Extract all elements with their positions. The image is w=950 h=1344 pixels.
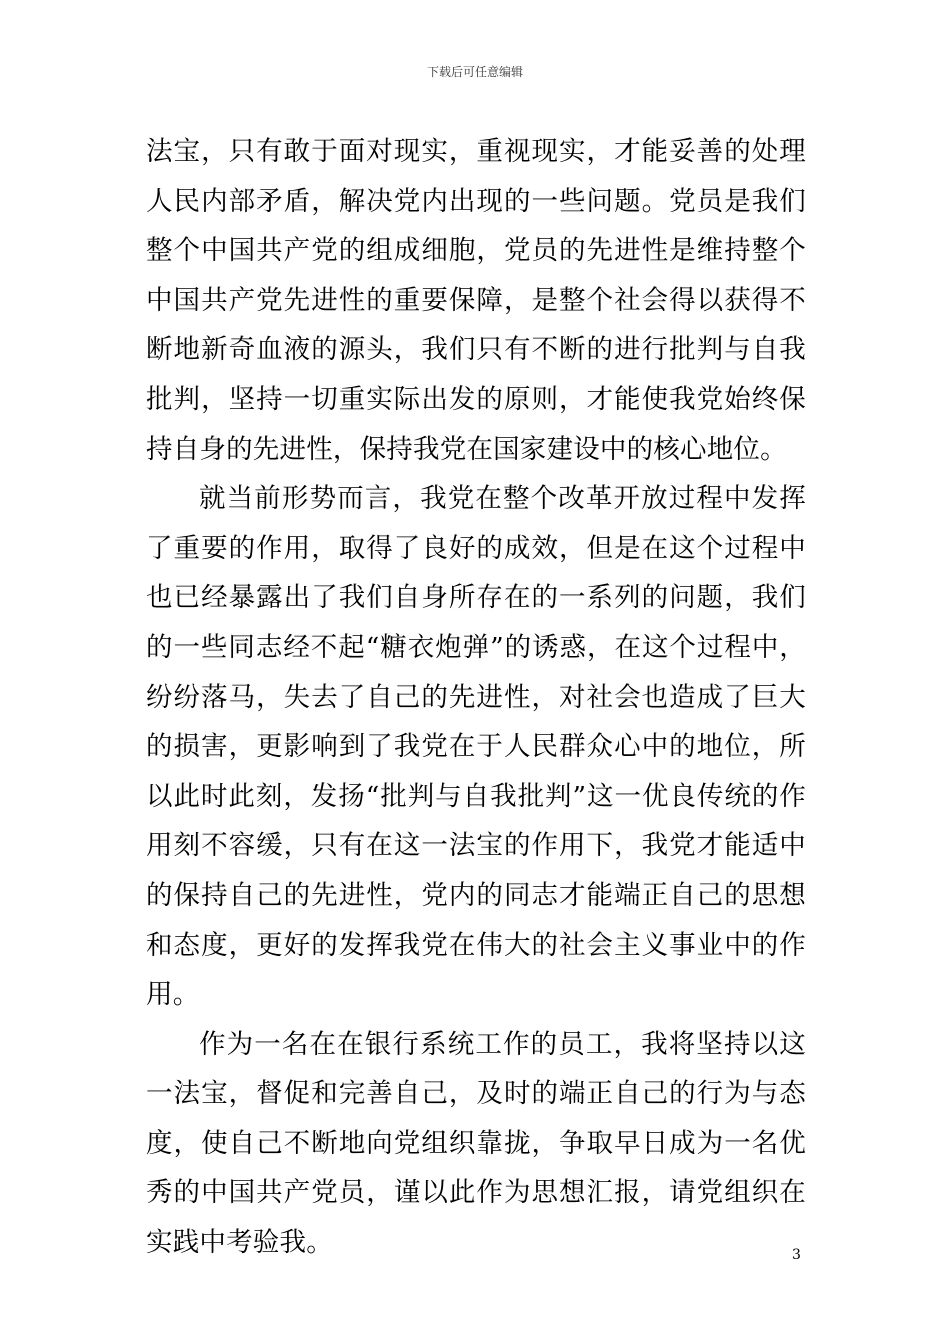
paragraph-current-situation: 就当前形势而言，我党在整个改革开放过程中发挥了重要的作用，取得了良好的成效，但是在这个过程中也已经暴露出了我们自身所存在的一系列的问题，我们的一些同志经不起“糖衣炮弹”的诱惑，在这个过程中，纷纷落马，失去了自己的先进性，对社会也造成了巨大的损害，更影响到了我党在于人民群众心中的地位，所以此时此刻，发扬“批判与自我批判”这一优良传统的作用刻不容缓，只有在这一法宝的作用下，我党才能适中的保持自己的先进性，党内的同志才能端正自己的思想和态度，更好的发挥我党在伟大的社会主义事业中的作用。: [146, 483, 806, 1011]
paragraph-personal-commitment: 作为一名在在银行系统工作的员工，我将坚持以这一法宝，督促和完善自己，及时的端正自己的行为与态度，使自己不断地向党组织靠拢，争取早日成为一名优秀的中国共产党员，谨以此作为思想汇报，请党组织在实践中考验我。: [146, 1028, 806, 1259]
paragraph-continuation: 法宝，只有敢于面对现实，重视现实，才能妥善的处理人民内部矛盾，解决党内出现的一些问题。党员是我们整个中国共产党的组成细胞，党员的先进性是维持整个中国共产党先进性的重要保障，是整个社会得以获得不断地新奇血液的源头，我们只有不断的进行批判与自我批判，坚持一切重实际出发的原则，才能使我党始终保持自身的先进性，保持我党在国家建设中的核心地位。: [146, 136, 806, 465]
page-number: 3: [792, 1247, 801, 1263]
document-body: [146, 127, 806, 1268]
page-header: 下载后可任意编辑: [426, 65, 523, 79]
